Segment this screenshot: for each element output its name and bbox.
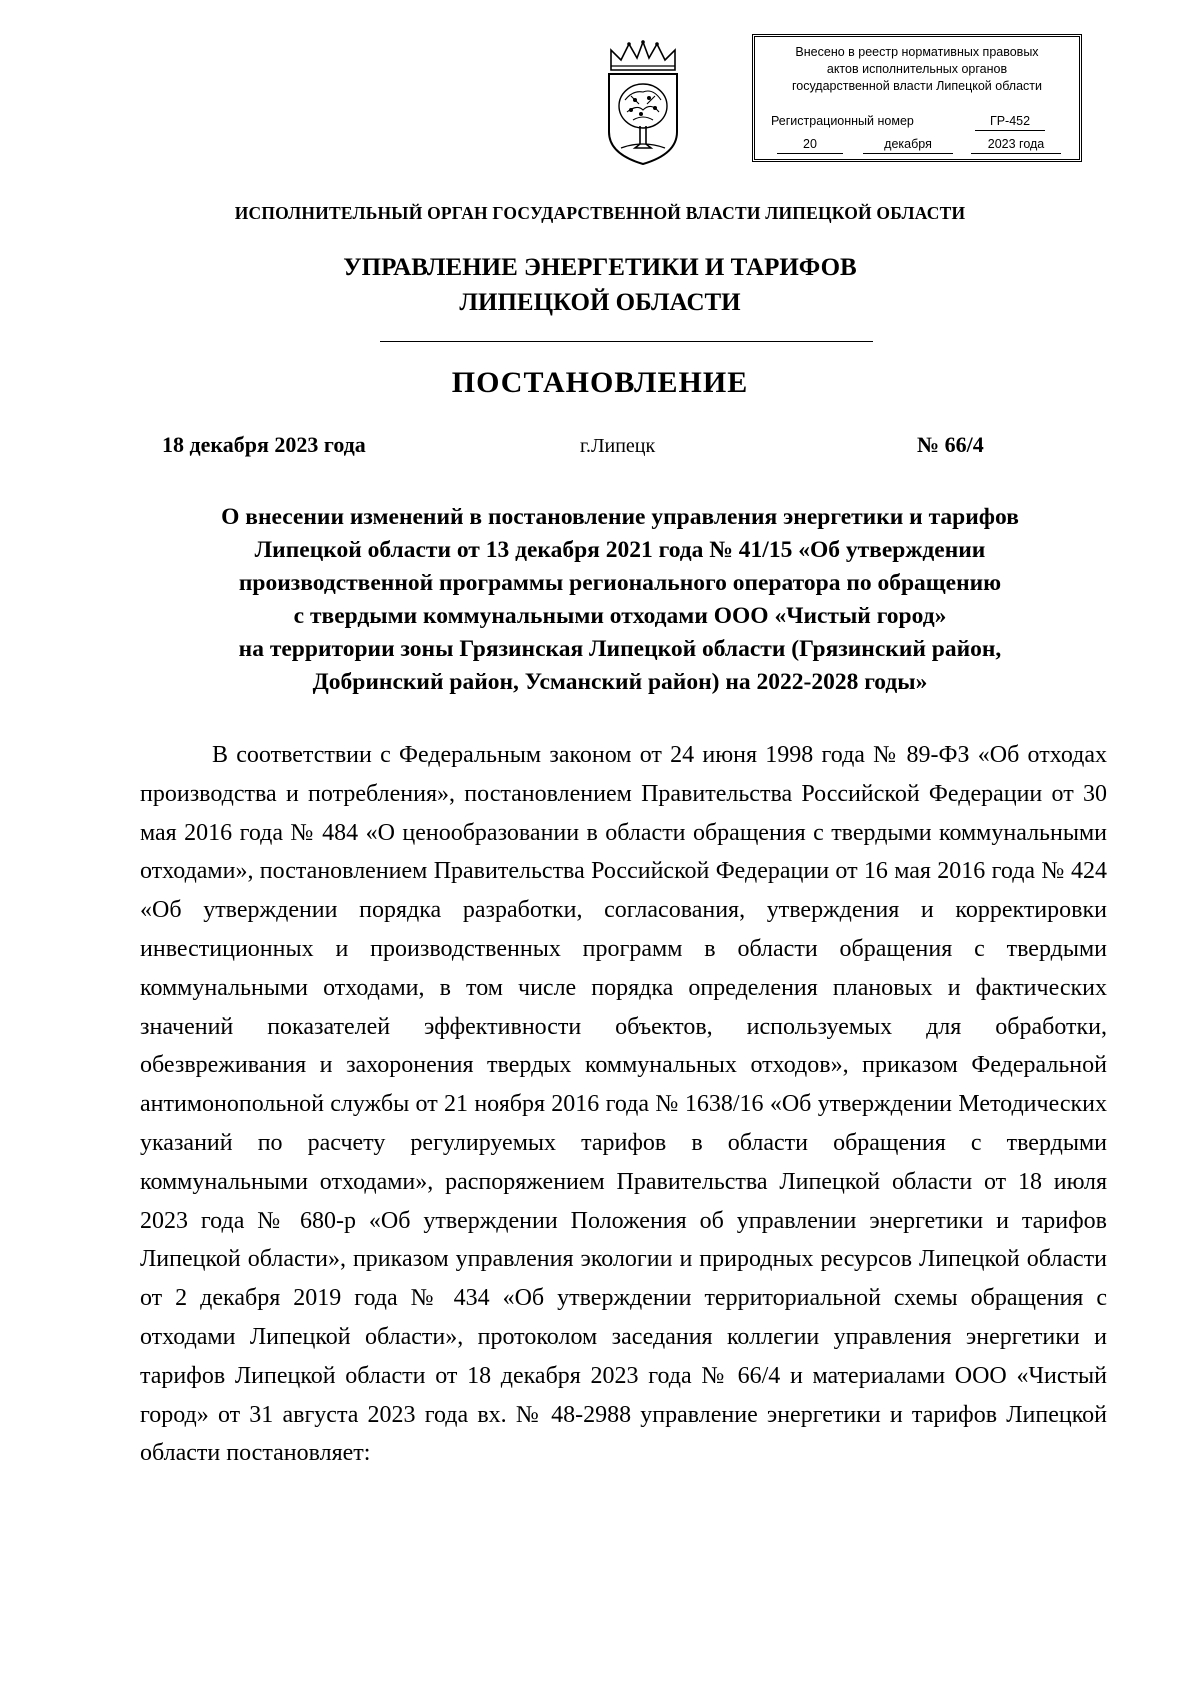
stamp-registration-label: Регистрационный номер: [771, 114, 914, 128]
title-line-1: О внесении изменений в постановление управления энергетики и тарифов: [221, 504, 1019, 530]
department-name: [0, 250, 1200, 320]
stamp-text-line-3: государственной власти Липецкой области: [791, 79, 1043, 93]
document-title: [130, 501, 1110, 699]
stamp-registration-row: [755, 113, 1079, 130]
title-line-5: на территории зоны Грязинская Липецкой области (Грязинский район,: [238, 636, 1002, 662]
stamp-text-line-2: актов исполнительных органов: [826, 62, 1008, 76]
document-number: № 66/4: [917, 432, 984, 457]
stamp-text-line-1: Внесено в реестр нормативных правовых: [795, 45, 1039, 59]
body-paragraph: В соответствии с Федеральным законом от 24 июня 1998 года № 89-ФЗ «Об отходах производства и потребления», постановлением Правительства Российской Федерации от 30 мая 2016 года № 484 «О ценообразовании в области обращения с твердыми коммунальными отходами», постановлением Правительства Российской Федерации от 16 мая 2016 года № 424 «Об утверждении порядка разработки, согласования, утверждения и корректировки инвестиционных и производственных программ в области обращения с твердыми коммунальными отходами, в том числе порядка определения плановых и фактических значений показателей эффективности объектов, используемых для обработки, обезвреживания и захоронения твердых коммунальных отходов», приказом Федеральной антимонопольной службы от 21 ноября 2016 года № 1638/16 «Об утверждении Методических указаний по расчету регулируемых тарифов в области обращения с твердыми коммунальными отходами», распоряжением Правительства Липецкой области от 18 июля 2023 года № 680-р «Об утверждении Положения об управлении энергетики и тарифов Липецкой области», приказом управления экологии и природных ресурсов Липецкой области от 2 декабря 2019 года № 434 «Об утверждении территориальной схемы обращения с отходами Липецкой области», протоколом заседания коллегии управления энергетики и тарифов Липецкой области от 18 декабря 2023 года № 66/4 и материалами ООО «Чистый город» от 31 августа 2023 года вх. № 48-2988 управление энергетики и тарифов Липецкой области постановляет:: [140, 742, 1107, 1467]
title-line-6: Добринский район, Усманский район) на 2022-2028 годы»: [312, 669, 928, 695]
stamp-date-year: 2023 года: [971, 136, 1061, 154]
stamp-date-month: декабря: [863, 136, 953, 154]
document-city: г.Липецк: [580, 435, 656, 457]
organization-line: ИСПОЛНИТЕЛЬНЫЙ ОРГАН ГОСУДАРСТВЕННОЙ ВЛАСТИ ЛИПЕЦКОЙ ОБЛАСТИ: [234, 203, 966, 223]
title-line-2: Липецкой области от 13 декабря 2021 года № 41/15 «Об утверждении: [254, 537, 986, 563]
title-line-4: с твердыми коммунальными отходами ООО «Чистый город»: [293, 603, 947, 629]
department-name-line-2: ЛИПЕЦКОЙ ОБЛАСТИ: [459, 289, 741, 316]
document-type: ПОСТАНОВЛЕНИЕ: [451, 366, 749, 399]
document-date: 18 декабря 2023 года: [162, 432, 366, 457]
coat-of-arms-emblem: [603, 40, 683, 168]
stamp-date-row: [755, 136, 1079, 153]
stamp-date-day: 20: [777, 136, 843, 154]
department-name-line-1: УПРАВЛЕНИЕ ЭНЕРГЕТИКИ И ТАРИФОВ: [343, 254, 857, 281]
registration-stamp: [752, 34, 1082, 162]
stamp-registration-number: ГР-452: [975, 113, 1045, 131]
title-line-3: производственной программы регионального оператора по обращению: [238, 570, 1002, 596]
header-divider: [380, 341, 873, 342]
